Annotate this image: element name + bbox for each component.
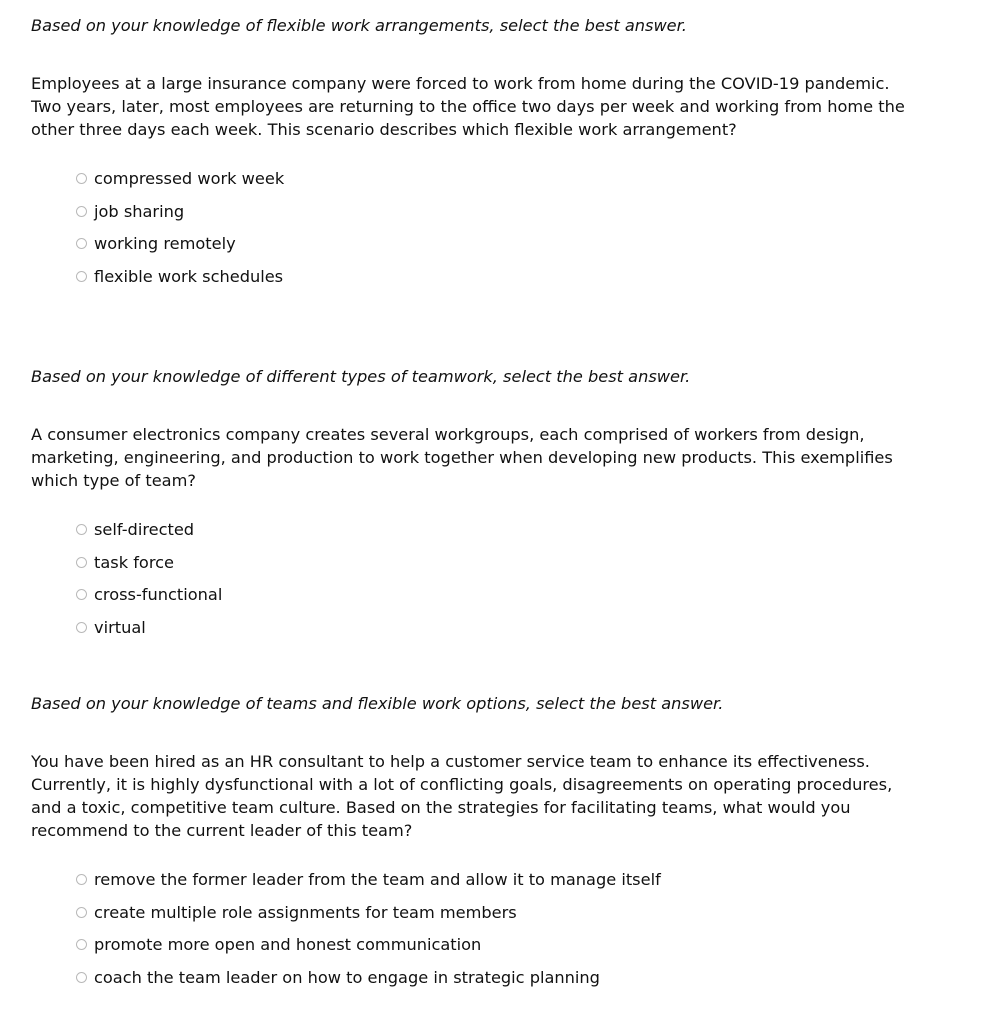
question-1 (31, 14, 911, 293)
answer-option-label: create multiple role assignments for team members (94, 902, 517, 922)
answer-option-label: job sharing (94, 201, 185, 221)
answer-option[interactable] (76, 260, 911, 293)
radio-button[interactable] (76, 271, 87, 282)
answer-option[interactable] (76, 227, 911, 260)
answer-option[interactable] (76, 546, 911, 579)
radio-button[interactable] (76, 524, 87, 535)
answer-option-label: coach the team leader on how to engage in strategic planning (94, 967, 600, 987)
answer-option[interactable] (76, 896, 911, 929)
answer-options (31, 863, 911, 994)
question-prompt: A consumer electronics company creates several workgroups, each comprised of workers from design, marketing, engineering, and production to work together when developing new products. This exemplifies which type of team? (31, 425, 893, 490)
answer-option-label: remove the former leader from the team and allow it to manage itself (94, 869, 661, 889)
answer-options (31, 162, 911, 293)
radio-button[interactable] (76, 972, 87, 983)
answer-option-label: virtual (94, 617, 146, 637)
question-3 (31, 692, 911, 994)
answer-option[interactable] (76, 195, 911, 228)
question-instruction: Based on your knowledge of flexible work arrangements, select the best answer. (31, 16, 687, 35)
question-prompt: Employees at a large insurance company were forced to work from home during the COVID-19 pandemic. Two years, later, most employees are returning to the office two days per week and working from home the other three days each week. This scenario describes which flexible work arrangement? (31, 74, 905, 139)
answer-option-label: compressed work week (94, 168, 285, 188)
radio-button[interactable] (76, 557, 87, 568)
answer-option[interactable] (76, 611, 911, 644)
radio-button[interactable] (76, 907, 87, 918)
answer-option[interactable] (76, 928, 911, 961)
answer-option-label: self-directed (94, 519, 195, 539)
answer-option-label: promote more open and honest communication (94, 935, 482, 955)
answer-option[interactable] (76, 513, 911, 546)
radio-button[interactable] (76, 622, 87, 633)
radio-button[interactable] (76, 589, 87, 600)
radio-button[interactable] (76, 238, 87, 249)
radio-button[interactable] (76, 173, 87, 184)
answer-option-label: flexible work schedules (94, 266, 284, 286)
answer-option[interactable] (76, 961, 911, 994)
radio-button[interactable] (76, 939, 87, 950)
question-2 (31, 365, 911, 644)
question-instruction: Based on your knowledge of teams and flexible work options, select the best answer. (31, 694, 724, 713)
answer-option[interactable] (76, 578, 911, 611)
answer-option[interactable] (76, 863, 911, 896)
answer-option[interactable] (76, 162, 911, 195)
answer-option-label: working remotely (94, 234, 236, 254)
answer-option-label: cross-functional (94, 585, 223, 605)
answer-options (31, 513, 911, 644)
question-prompt: You have been hired as an HR consultant to help a customer service team to enhance its effectiveness. Currently, it is highly dysfunctional with a lot of conflicting goals, disagreements on operating procedures, and a toxic, competitive team culture. Based on the strategies for facilitating teams, what would you recommend to the current leader of this team? (31, 752, 893, 840)
radio-button[interactable] (76, 874, 87, 885)
radio-button[interactable] (76, 206, 87, 217)
answer-option-label: task force (94, 552, 174, 572)
question-instruction: Based on your knowledge of different types of teamwork, select the best answer. (31, 367, 691, 386)
